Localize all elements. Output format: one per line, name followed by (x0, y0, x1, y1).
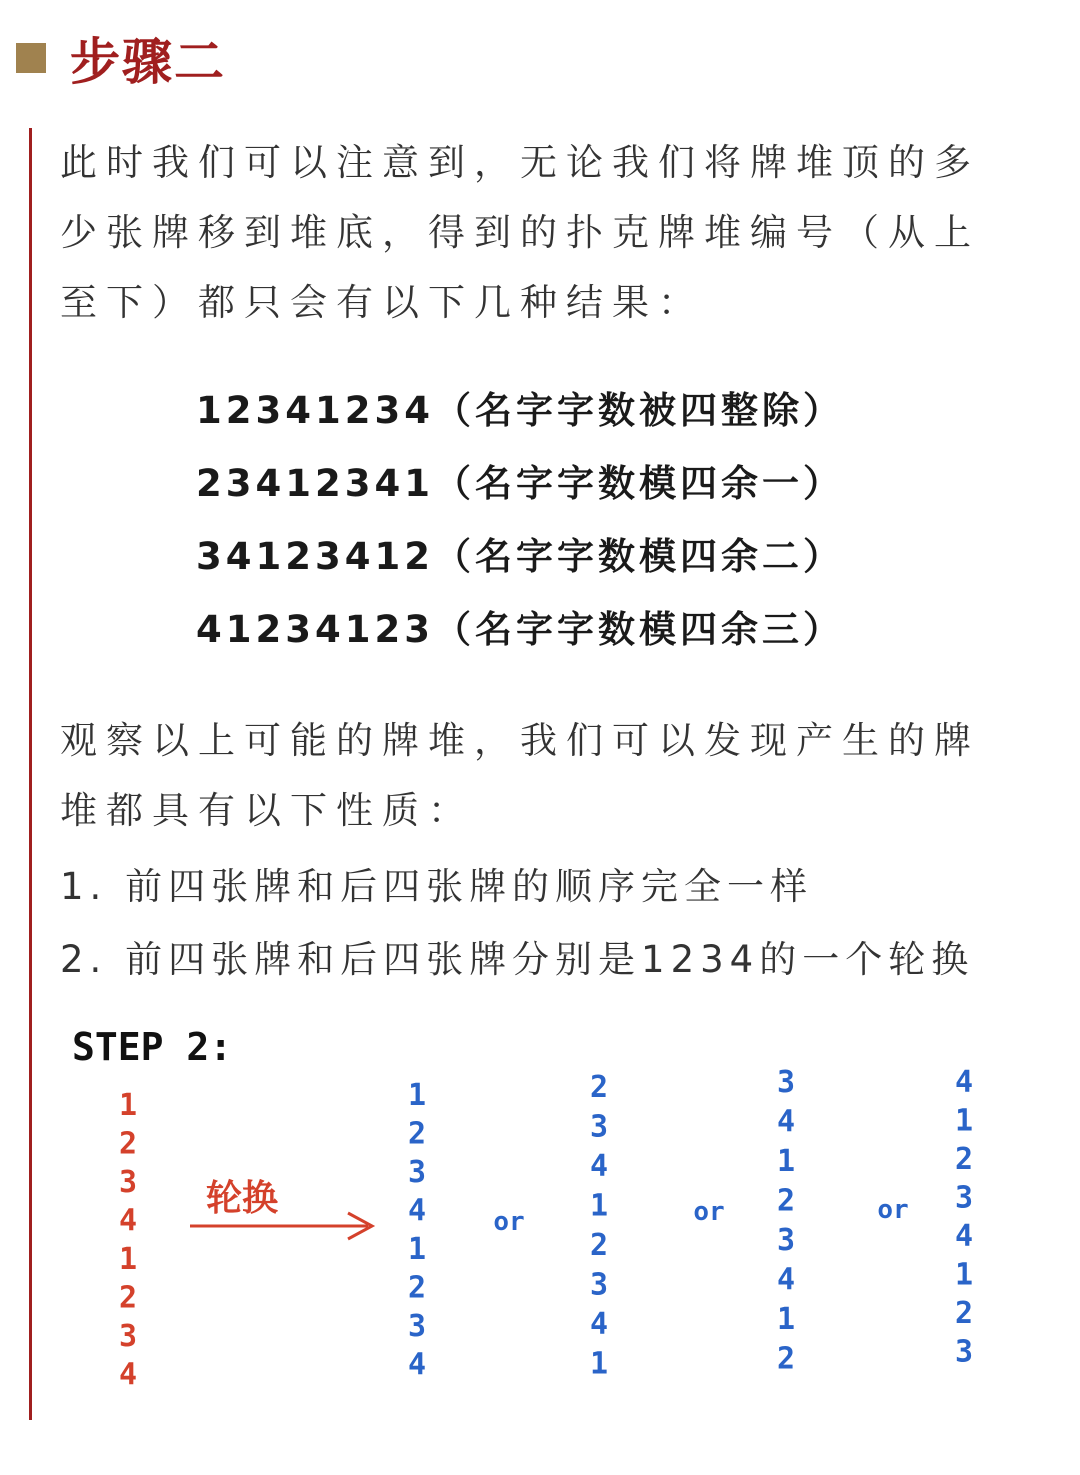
square-icon (16, 43, 46, 73)
source-digit: 4 (118, 1357, 138, 1393)
result-digit: 4 (589, 1149, 609, 1184)
or-label: or (877, 1195, 909, 1225)
step2-diagram (0, 1010, 1080, 1430)
or-labels (493, 1195, 908, 1237)
result-digit: 3 (776, 1065, 796, 1100)
result-digit: 2 (407, 1116, 427, 1152)
source-digit: 2 (118, 1280, 138, 1316)
result-digit: 4 (776, 1104, 796, 1140)
or-label: or (693, 1197, 725, 1227)
result-digit: 1 (776, 1302, 796, 1337)
result-line: 34123412（名字字数模四余二） (196, 535, 844, 578)
result-digit: 2 (407, 1270, 427, 1306)
property-item: 1. 前四张牌和后四张牌的顺序完全一样 (60, 865, 814, 908)
intro-paragraph: 此时我们可以注意到，无论我们将牌堆顶的多少张牌移到堆底，得到的扑克牌堆编号（从上至下）都只会有以下几种结果： (60, 141, 980, 324)
result-digit: 3 (776, 1223, 796, 1258)
result-digit: 4 (954, 1219, 974, 1254)
result-digit: 1 (954, 1257, 974, 1293)
result-digit: 1 (589, 1188, 609, 1224)
result-digit: 2 (589, 1070, 609, 1105)
property-list (60, 850, 1060, 996)
result-line: 12341234（名字字数被四整除） (196, 389, 844, 432)
or-label: or (493, 1207, 525, 1237)
results-list (196, 374, 844, 666)
result-digit: 1 (776, 1144, 796, 1179)
result-line: 41234123（名字字数模四余三） (196, 608, 844, 651)
result-digit: 3 (589, 1267, 609, 1303)
result-line: 23412341（名字字数模四余一） (196, 462, 844, 505)
result-column (777, 1065, 795, 1377)
step-label: STEP 2: (72, 1025, 233, 1069)
result-digit: 2 (589, 1228, 609, 1263)
source-digit: 3 (118, 1165, 138, 1200)
result-digit: 3 (407, 1155, 427, 1190)
result-digit: 1 (407, 1078, 427, 1113)
property-item: 2. 前四张牌和后四张牌分别是1234的一个轮换 (60, 938, 975, 981)
result-digit: 1 (954, 1103, 974, 1139)
result-digit: 3 (954, 1334, 974, 1370)
result-digit: 3 (589, 1109, 609, 1145)
result-column (408, 1078, 426, 1383)
source-digit: 4 (118, 1203, 138, 1239)
source-digit: 3 (118, 1319, 138, 1354)
observation-paragraph: 观察以上可能的牌堆，我们可以发现产生的牌堆都具有以下性质： (60, 719, 980, 832)
source-column (119, 1088, 137, 1393)
source-digit: 1 (118, 1088, 138, 1123)
result-digit: 3 (954, 1180, 974, 1216)
result-digit: 4 (776, 1262, 796, 1298)
result-digit: 2 (776, 1341, 796, 1377)
result-digit: 4 (407, 1347, 427, 1383)
result-column (955, 1065, 973, 1370)
result-digit: 2 (954, 1142, 974, 1177)
section-title: 步骤二 (70, 33, 226, 91)
source-digit: 1 (118, 1242, 138, 1277)
result-digit: 4 (407, 1193, 427, 1229)
result-digit: 2 (776, 1183, 796, 1219)
result-digit: 3 (407, 1309, 427, 1344)
result-digit: 1 (589, 1346, 609, 1382)
result-digit: 4 (589, 1307, 609, 1342)
source-digit: 2 (118, 1126, 138, 1162)
result-digit: 2 (954, 1296, 974, 1331)
result-column (590, 1070, 608, 1382)
result-digit: 1 (407, 1232, 427, 1267)
section-header (16, 28, 226, 91)
result-digit: 4 (954, 1065, 974, 1100)
arrow-label: 轮换 (206, 1178, 279, 1219)
